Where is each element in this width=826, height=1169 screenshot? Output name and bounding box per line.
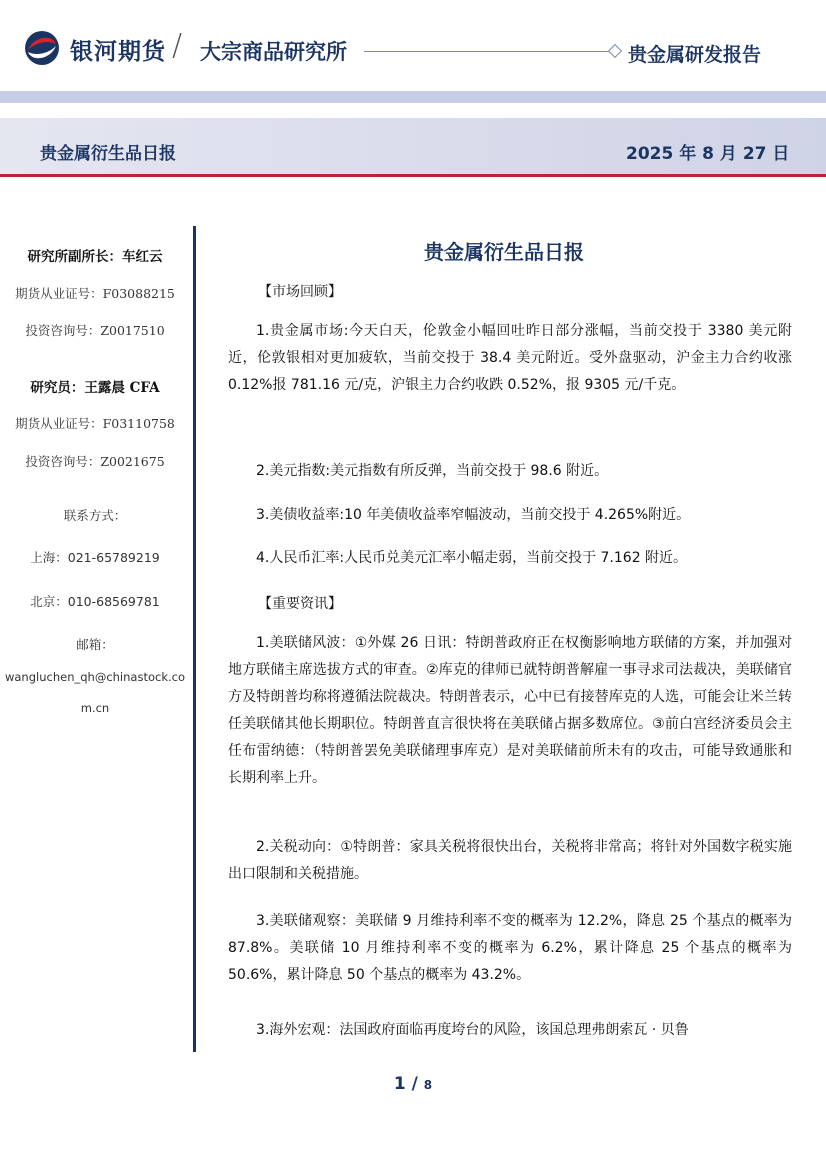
header-divider: / — [172, 28, 183, 63]
deputy-license: 期货从业证号：F03088215 — [15, 286, 175, 301]
review-paragraph-4: 4.人民币汇率:人民币兑美元汇率小幅走弱，当前交投于 7.162 附近。 — [256, 550, 688, 566]
section-key-news: 【重要资讯】 — [258, 596, 342, 612]
email-label: 邮箱： — [76, 637, 114, 652]
review-paragraph-2: 2.美元指数:美元指数有所反弹，当前交投于 98.6 附近。 — [256, 463, 609, 479]
page-header — [0, 0, 826, 92]
report-date: 2025 年 8 月 27 日 — [626, 144, 790, 164]
news-paragraph-2: 2.关税动向：①特朗普：家具关税将很快出台，关税将非常高；将针对外国数字税实施出口限制和关税措施。 — [228, 839, 792, 882]
news-paragraph-4: 3.海外宏观：法国政府面临再度垮台的风险，该国总理弗朗索瓦 · 贝鲁 — [256, 1022, 689, 1038]
diamond-icon — [608, 44, 622, 58]
galaxy-logo-icon — [22, 28, 62, 68]
deputy-director: 研究所副所长：车红云 — [27, 249, 163, 265]
researcher-consult: 投资咨询号：Z0021675 — [25, 454, 165, 469]
current-page: 1 — [393, 1074, 406, 1094]
contact-shanghai: 上海：021-65789219 — [30, 550, 160, 565]
news-paragraph-1: 1.美联储风波：①外媒 26 日讯：特朗普政府正在权衡影响地方联储的方案，并加强对地方联储主席选拔方式的审查。②库克的律师已就特朗普解雇一事寻求司法裁决，美联储官方及特朗普均称将遵循法院裁决。特朗普表示，心中已有接替库克的人选，可能会让米兰转任美联储其他长期职位。特朗普直言很快将在美联储占据多数席位。③前白宫经济委员会主任布雷纳德：（特朗普罢免美联储理事库克）是对美联储前所未有的攻击，可能导致通胀和长期利率上升。 — [228, 635, 792, 786]
page-number — [0, 1074, 826, 1094]
company-name: 银河期货 — [70, 39, 166, 65]
section-market-review: 【市场回顾】 — [258, 284, 342, 300]
email-address-line1[interactable]: wangluchen_qh@chinastock.co — [4, 670, 185, 684]
deputy-consult: 投资咨询号：Z0017510 — [25, 323, 165, 338]
researcher-license: 期货从业证号：F03110758 — [15, 416, 175, 431]
contact-label: 联系方式： — [63, 508, 127, 523]
document-title: 贵金属衍生品日报 — [424, 240, 584, 264]
researcher: 研究员：王露晨 CFA — [30, 380, 160, 396]
page-separator: / — [405, 1074, 424, 1094]
header-rule — [364, 51, 612, 52]
review-paragraph-3: 3.美债收益率:10 年美债收益率窄幅波动，当前交投于 4.265%附近。 — [256, 507, 691, 523]
sidebar-divider — [193, 226, 196, 1052]
band-title: 贵金属衍生品日报 — [40, 144, 176, 164]
review-paragraph-1: 1.贵金属市场:今天白天，伦敦金小幅回吐昨日部分涨幅，当前交投于 3380 美元附近，伦敦银相对更加疲软，当前交投于 38.4 美元附近。受外盘驱动，沪金主力合约收涨 0.12%报 781.16 元/克，沪银主力合约收跌 0.52%，报 9305 元/千克。 — [228, 323, 792, 393]
band-accent-line — [0, 174, 826, 177]
institute-name: 大宗商品研究所 — [200, 40, 347, 64]
contact-beijing: 北京：010-68569781 — [30, 594, 160, 609]
report-type: 贵金属研发报告 — [628, 44, 762, 66]
total-pages: 8 — [423, 1078, 433, 1092]
email-address-line2[interactable]: m.cn — [80, 701, 110, 715]
header-stripe — [0, 91, 826, 103]
news-paragraph-3: 3.美联储观察：美联储 9 月维持利率不变的概率为 12.2%，降息 25 个基点的概率为 87.8%。美联储 10 月维持利率不变的概率为 6.2%，累计降息 25 个基点的概率为 50.6%，累计降息 50 个基点的概率为 43.2%。 — [228, 913, 792, 983]
